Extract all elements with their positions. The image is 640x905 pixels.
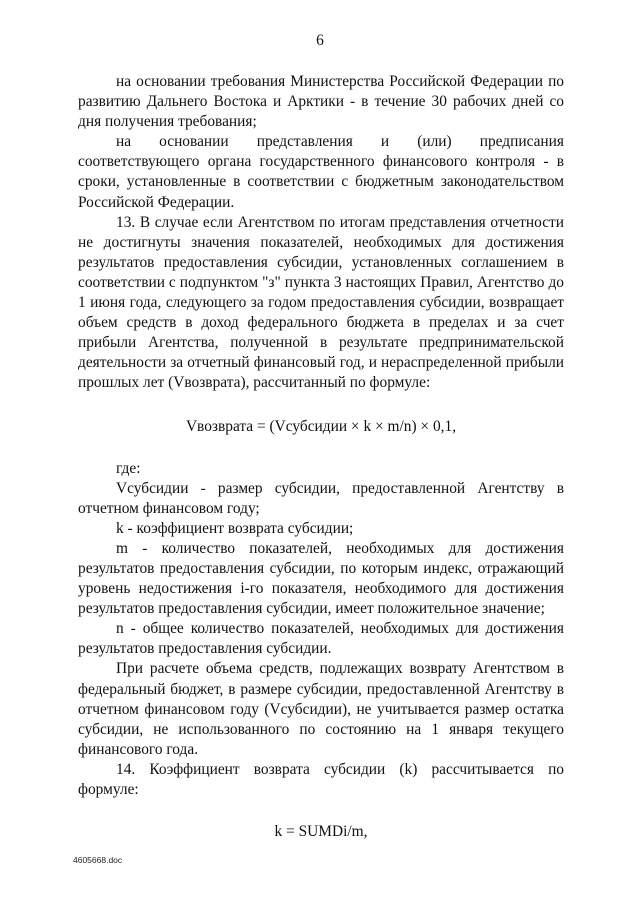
definition-n: n - общее количество показателей, необходимых для достижения результатов предоставления субсидии. <box>78 620 564 658</box>
definition-k: k - коэффициент возврата субсидии; <box>116 519 354 537</box>
page-number: 6 <box>316 32 324 49</box>
formula-k: k = SUMDi/m, <box>274 823 368 841</box>
definition-m: m - количество показателей, необходимых для достижения результатов предоставления субсидии, по которым индекс, отражающий уровень недостижения i-го показателя, необходимого для достижения результатов предоставления субсидии, имеет положительное значение; <box>78 539 564 618</box>
paragraph-ministry-request: на основании требования Министерства Российской Федерации по развитию Дальнего Востока и Арктики - в течение 30 рабочих дней со дня получения требования; <box>78 73 564 131</box>
paragraph-item-14: 14. Коэффициент возврата субсидии (k) рассчитывается по формуле: <box>78 760 564 798</box>
paragraph-item-13: 13. В случае если Агентством по итогам представления отчетности не достигнуты значения показателей, необходимых для достижения результатов предоставления субсидии, установленных соглашением в соответствии с подпунктом "з" пункта 3 настоящих Правил, Агентство до 1 июня года, следующего за годом предоставления субсидии, возвращает объем средств в доход федерального бюджета в пределах и за счет прибыли Агентства, полученной в результате предпринимательской деятельности за отчетный финансовый год, и нераспределенной прибыли прошлых лет (Vвозврата), рассчитанный по формуле: <box>78 213 564 392</box>
document-footer-filename: 4605668.doc <box>73 855 123 865</box>
document-body <box>78 72 564 842</box>
paragraph-refund-calculation: При расчете объема средств, подлежащих возврату Агентством в федеральный бюджет, в размере субсидии, предоставленной Агентству в отчетном финансовом году (Vсубсидии), не учитывается размер остатка субсидии, не использованного по состоянию на 1 января текущего финансового года. <box>78 660 564 758</box>
paragraph-where: где: <box>116 459 141 477</box>
paragraph-financial-control: на основании представления и (или) предписания соответствующего органа государственного финансового контроля - в сроки, установленные в соответствии с бюджетным законодательством Российской Федерации. <box>78 133 564 211</box>
definition-v-subsidy: Vсубсидии - размер субсидии, предоставленной Агентству в отчетном финансовом году; <box>78 479 564 517</box>
formula-refund-volume: Vвозврата = (Vсубсидии × k × m/n) × 0,1, <box>185 417 457 435</box>
